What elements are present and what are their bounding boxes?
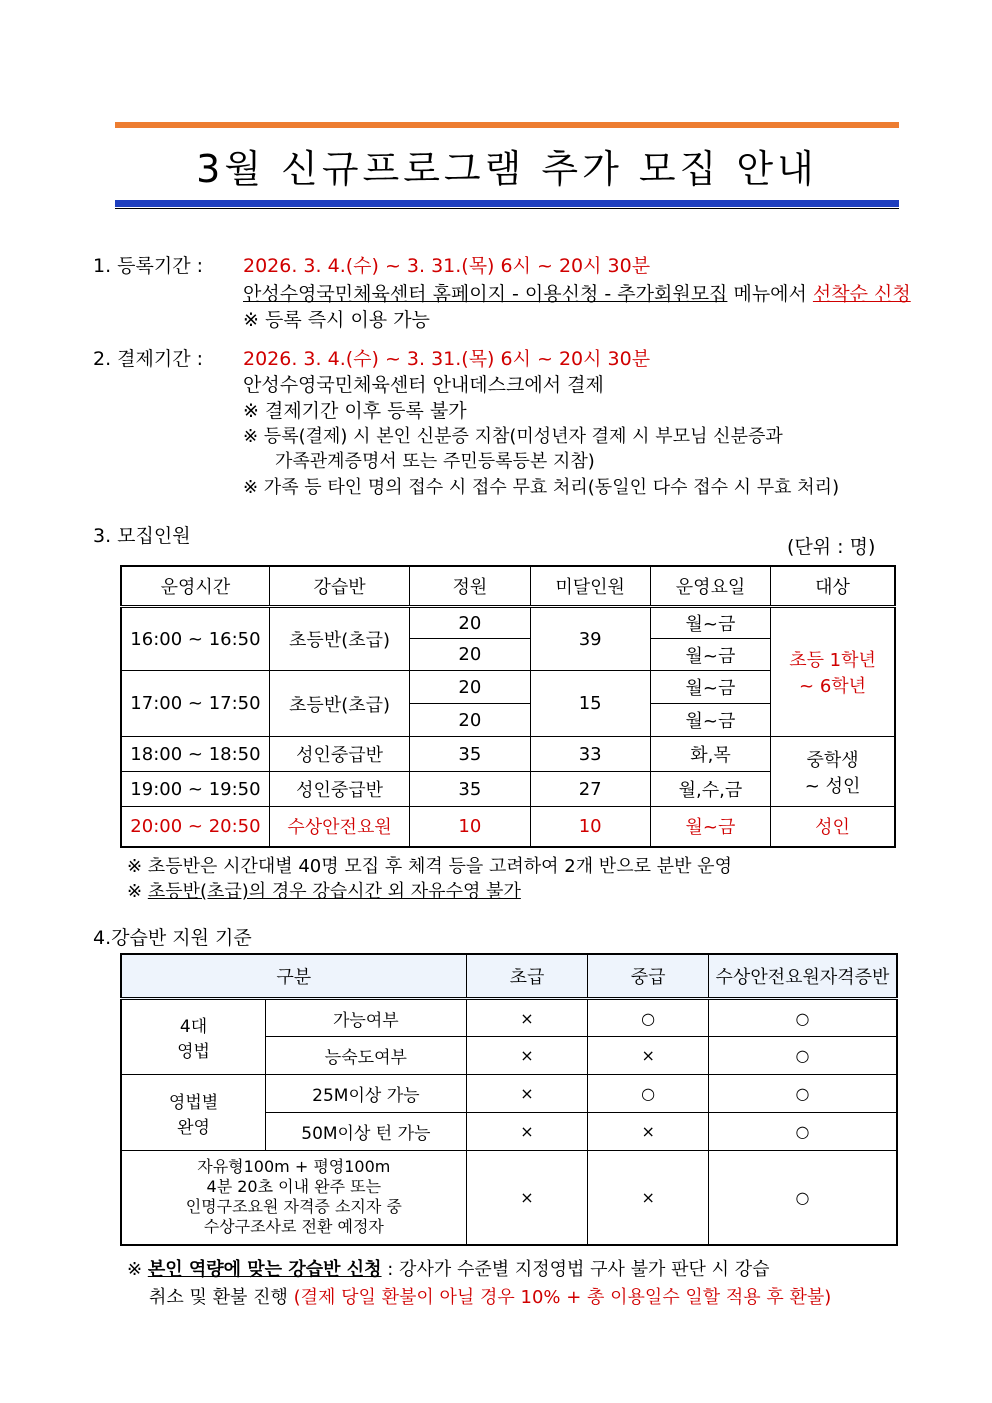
t1-cell: 화,목 [650,737,770,772]
t2-group-1a: 4대 [179,1017,208,1037]
t2-mark: ○ [588,1075,709,1113]
t2-header: 중급 [588,954,709,999]
t2-group-2a: 영법별 [168,1092,219,1113]
title-bottom-bar [115,200,899,207]
t2-header: 구분 [121,954,466,999]
t1-target-elem [771,607,895,737]
s1-label: 1. 등록기간 : [93,255,204,277]
t1-cell: 19:00 ~ 19:50 [121,772,269,807]
s4-note [127,1255,769,1281]
t2-cell: 가능여부 [266,999,467,1037]
s2-note2b: 가족관계증명서 또는 주민등록등본 지참) [275,451,595,472]
t2-mark: × [466,1037,588,1075]
s4-note-bold: 본인 역량에 맞는 강습반 신청 [147,1259,382,1280]
t2-mark: × [588,1037,709,1075]
s2-label: 2. 결제기간 : [93,348,204,370]
criteria-table [120,953,898,1246]
page-title: 3월 신규프로그램 추가 모집 안내 [196,147,818,191]
t1-cell: 27 [530,772,650,807]
t2-cell: 능숙도여부 [266,1037,467,1075]
s4-note-prefix: ※ [127,1259,148,1280]
t2-mark: ○ [708,1037,897,1075]
t2-mark: ○ [588,999,709,1037]
t1-target-elem-2: ~ 6학년 [799,676,867,697]
s4-note-rest: : 강사가 수준별 지정영법 구사 불가 판단 시 강습 [381,1259,770,1280]
t2-group [121,1075,266,1151]
s3-note2 [127,877,521,903]
t2-free-cell [121,1151,466,1245]
title-top-bar [115,122,899,128]
recruit-table [120,565,896,848]
t1-cell: 16:00 ~ 16:50 [121,607,269,671]
t1-cell: 초등반(초급) [269,671,409,737]
s1-how-mid: 메뉴에서 [727,283,813,305]
t1-cell: 성인 [771,807,895,847]
t1-header: 운영요일 [650,566,770,607]
s2-where: 안성수영국민체육센터 안내데스크에서 결제 [243,374,604,396]
s1-how [243,279,911,306]
t1-cell: 35 [410,737,530,772]
t2-cell: 50M이상 턴 가능 [266,1113,467,1151]
t1-target-mid-1: 중학생 [806,749,859,771]
t1-cell: 20 [410,704,530,737]
s1-how-end: 선착순 신청 [812,283,911,305]
s3-note2-prefix: ※ [127,881,148,902]
t1-cell: 수상안전요원 [269,807,409,847]
s4-note2-text: 취소 및 환불 진행 [149,1287,294,1308]
t2-mark: × [588,1151,709,1245]
t2-mark: ○ [708,1075,897,1113]
s2-note1: ※ 결제기간 이후 등록 불가 [243,400,467,422]
s4-note2 [149,1283,831,1309]
t1-cell: 15 [530,671,650,737]
t1-target-mid-2: ~ 성인 [804,775,861,797]
s1-note: ※ 등록 즉시 이용 가능 [243,309,430,331]
s4-label: 4.강습반 지원 기준 [93,927,252,949]
t1-target-elem-1: 초등 1학년 [789,650,876,671]
t2-r5a: 자유형100m + 평영100m [197,1157,391,1177]
t2-mark: × [588,1113,709,1151]
t1-cell: 성인중급반 [269,772,409,807]
title-bottom-rule [115,208,899,209]
t1-cell: 18:00 ~ 18:50 [121,737,269,772]
t2-header: 수상안전요원자격증반 [708,954,897,999]
t1-target-mid [771,737,895,807]
t2-mark: × [466,1151,588,1245]
s1-period: 2026. 3. 4.(수) ~ 3. 31.(목) 6시 ~ 20시 30분 [243,255,651,277]
t1-header: 대상 [771,566,895,607]
s2-note2a: ※ 등록(결제) 시 본인 신분증 지참(미성년자 결제 시 부모님 신분증과 [243,426,783,447]
t2-mark: ○ [708,1113,897,1151]
t1-cell: 월~금 [650,704,770,737]
t1-cell: 20 [410,607,530,639]
t2-mark: × [466,1113,588,1151]
t2-header: 초급 [466,954,588,999]
s1-how-link: 안성수영국민체육센터 홈페이지 - 이용신청 - 추가회원모집 [243,283,728,305]
t2-mark: ○ [708,999,897,1037]
t2-group-1b: 영법 [177,1042,210,1062]
t1-header: 운영시간 [121,566,269,607]
t1-cell: 17:00 ~ 17:50 [121,671,269,737]
t2-mark: × [466,999,588,1037]
t1-cell: 10 [530,807,650,847]
t1-cell: 월~금 [650,639,770,671]
t1-cell: 월~금 [650,607,770,639]
s4-note2-red: (결제 당일 환불이 아닐 경우 10% + 총 이용일수 일할 적용 후 환불) [293,1287,832,1308]
t1-cell: 20 [410,639,530,671]
s3-note1: ※ 초등반은 시간대별 40명 모집 후 체격 등을 고려하여 2개 반으로 분반 운영 [127,856,732,877]
t2-group [121,999,266,1075]
t2-r5b: 4분 20초 이내 완주 또는 [206,1177,382,1197]
s2-note3: ※ 가족 등 타인 명의 접수 시 접수 무효 처리(동일인 다수 접수 시 무효 처리) [243,477,840,498]
t1-header: 강습반 [269,566,409,607]
t2-r5d: 수상구조사로 전환 예정자 [203,1217,384,1237]
t1-cell: 20:00 ~ 20:50 [121,807,269,847]
t2-mark: ○ [708,1151,897,1245]
t1-cell: 월,수,금 [650,772,770,807]
t1-cell: 10 [410,807,530,847]
t2-cell: 25M이상 가능 [266,1075,467,1113]
t2-mark: × [466,1075,588,1113]
t1-header: 미달인원 [530,566,650,607]
t1-cell: 월~금 [650,671,770,704]
t1-cell: 초등반(초급) [269,607,409,671]
t2-r5c: 인명구조요원 자격증 소지자 중 [185,1197,402,1217]
s2-period: 2026. 3. 4.(수) ~ 3. 31.(목) 6시 ~ 20시 30분 [243,348,651,370]
t1-cell: 월~금 [650,807,770,847]
t1-cell: 성인중급반 [269,737,409,772]
t1-cell: 20 [410,671,530,704]
t2-group-2b: 완영 [177,1117,210,1138]
t1-header: 정원 [410,566,530,607]
t1-cell: 35 [410,772,530,807]
s3-note2-text: 초등반(초급)의 경우 강습시간 외 자유수영 불가 [147,881,521,902]
t1-cell: 39 [530,607,650,671]
t1-cell: 33 [530,737,650,772]
s3-unit: (단위 : 명) [787,536,876,558]
s3-label: 3. 모집인원 [93,525,191,547]
